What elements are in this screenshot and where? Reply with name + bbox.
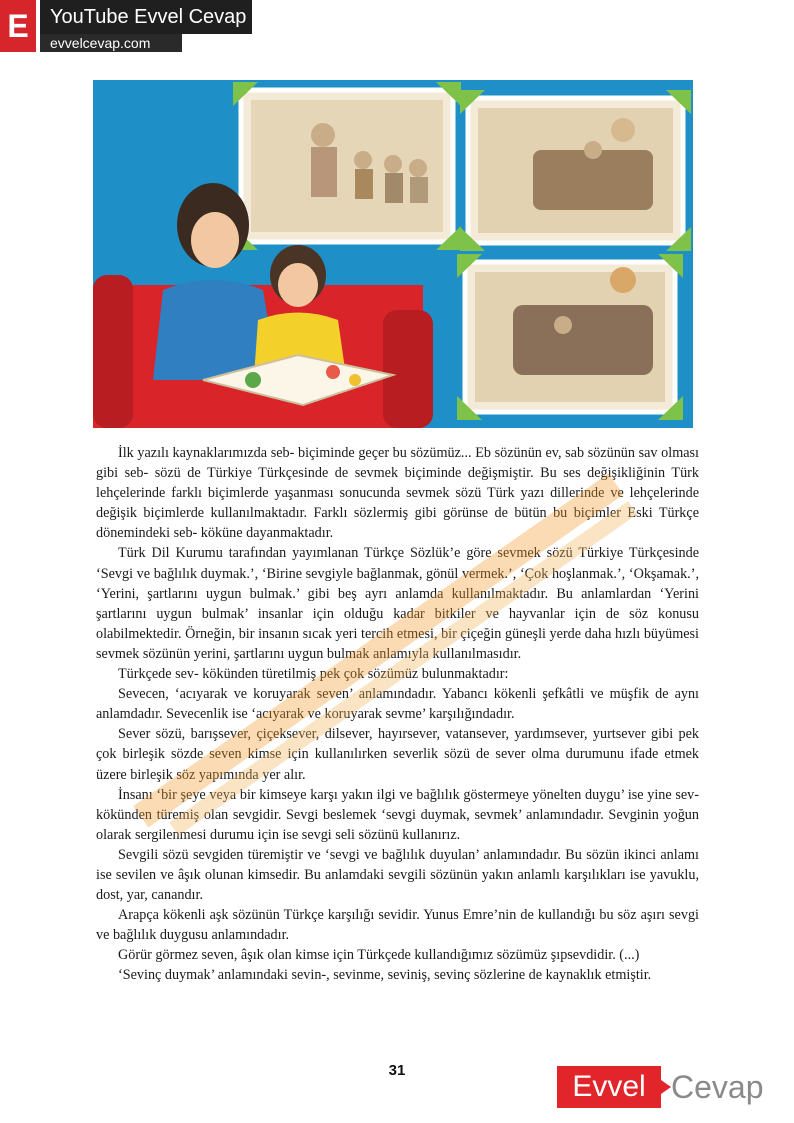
brand-logo-letter: E: [0, 0, 36, 52]
paragraph: Sever sözü, barışsever, çiçeksever, dilsever, hayırsever, vatansever, yardımsever, yurtsever gibi pek çok birleşik sözde seven kimse için kullanılırken severlik sözü de sever olma durumunu ifade etmek üzere birleşik söz yapımında yer alır.: [96, 726, 699, 783]
photo-frame-top-left: [233, 82, 461, 250]
paragraph: İlk yazılı kaynaklarımızda seb- biçiminde geçer bu sözümüz... Eb sözünün ev, sab sözünün sav olması gibi seb- sözü de Türkiye Türkçesinde de sevmek biçiminde değişmiştir. Bu ses değişikliğinin Türk lehçelerinde farklı biçimlerde yaşanması sonucunda sevmek sözü Türk yazı dillerinde ve lehçelerinde değişik biçimlerde kullanılmaktadır. Farklı sözlermiş gibi görünse de bütün bu biçimler Eski Türkçe dönemindeki seb- köküne dayanmaktadır.: [96, 445, 699, 542]
paragraph: Sevgili sözü sevgiden türemiştir ve ‘sevgi ve bağlılık duyulan’ anlamındadır. Bu sözün ikinci anlamı ise sevilen ve âşık olunan kimsedir. Bu anlamdaki sevgili sözünün yakın anlamlı karşılıkları ise yavuklu, dost, yar, canandır.: [96, 846, 699, 904]
paragraph: ‘Sevinç duymak’ anlamındaki sevin-, sevinme, seviniş, sevinç sözlerine de kaynaklık etmiştir.: [118, 967, 652, 984]
paragraph: Sevecen, ‘acıyarak ve koruyarak seven’ anlamındadır. Yabancı kökenli şefkâtli ve müşfik de aynı anlamdadır. Sevecenlik ise ‘acıyarak ve koruyarak sevme’ karşılığındadır.: [96, 686, 699, 723]
illustration-mother-reading: [93, 80, 693, 428]
brand-title: YouTube Evvel Cevap: [40, 0, 252, 34]
brand-url: evvelcevap.com: [40, 34, 182, 52]
page-number: 31: [388, 1062, 406, 1079]
article-body: [96, 443, 699, 986]
paragraph: Görür görmez seven, âşık olan kimse için Türkçede kullandığımız sözümüz şıpsevdidir. (...): [118, 947, 640, 964]
photo-frame-bottom-right: [457, 254, 683, 420]
footer-logo-evvel: Evvel: [557, 1066, 661, 1108]
footer-logo: [557, 1062, 777, 1114]
paragraph: Türkçede sev- kökünden türetilmiş pek çok sözümüz bulunmaktadır:: [118, 666, 509, 683]
footer-logo-cevap: Cevap: [671, 1069, 764, 1105]
paragraph: Arapça kökenli aşk sözünün Türkçe karşılığı sevidir. Yunus Emre’nin de kullandığı bu söz aşırı sevgi ve bağlılık duygusu anlamındadır.: [96, 907, 699, 944]
paragraph: Türk Dil Kurumu tarafından yayımlanan Türkçe Sözlük’e göre sevmek sözü Türkiye Türkçesinde ‘Sevgi ve bağlılık duymak.’, ‘Birine sevgiyle bağlanmak, gönül vermek.’, ‘Çok hoşlanmak.’, ‘Okşamak.’, ‘Yerini, şartlarını uygun bulmak.’ gibi beş ayrı anlamda kullanılmaktadır. Bu anlamlardan ‘Yerini şartlarını uygun bulmak’ insanlar için olduğu kadar bitkiler ve hayvanlar için de söz konusu olabilmektedir. Örneğin, bir insanın sıcak yeri tercih etmesi, bir çiçeğin güneşli yerde daha hızlı büyümesi sevmek sözünün yerini, şartlarını uygun bulmak anlamıyla kullanılmasıdır.: [96, 545, 699, 662]
paragraph: İnsanı ‘bir şeye veya bir kimseye karşı yakın ilgi ve bağlılık göstermeye yönelten duygu’ ise yine sev- kökünden türemiş olan sevgidir. Sevgi beslemek ‘sevgi duymak, sevmek’ anlamındadır. Sevginin yoğun olarak sergilenmesi durumu için ise sevgi seli sözünü kullanırız.: [96, 786, 699, 843]
brand-header: [0, 0, 252, 52]
photo-frame-top-right: [460, 90, 691, 251]
